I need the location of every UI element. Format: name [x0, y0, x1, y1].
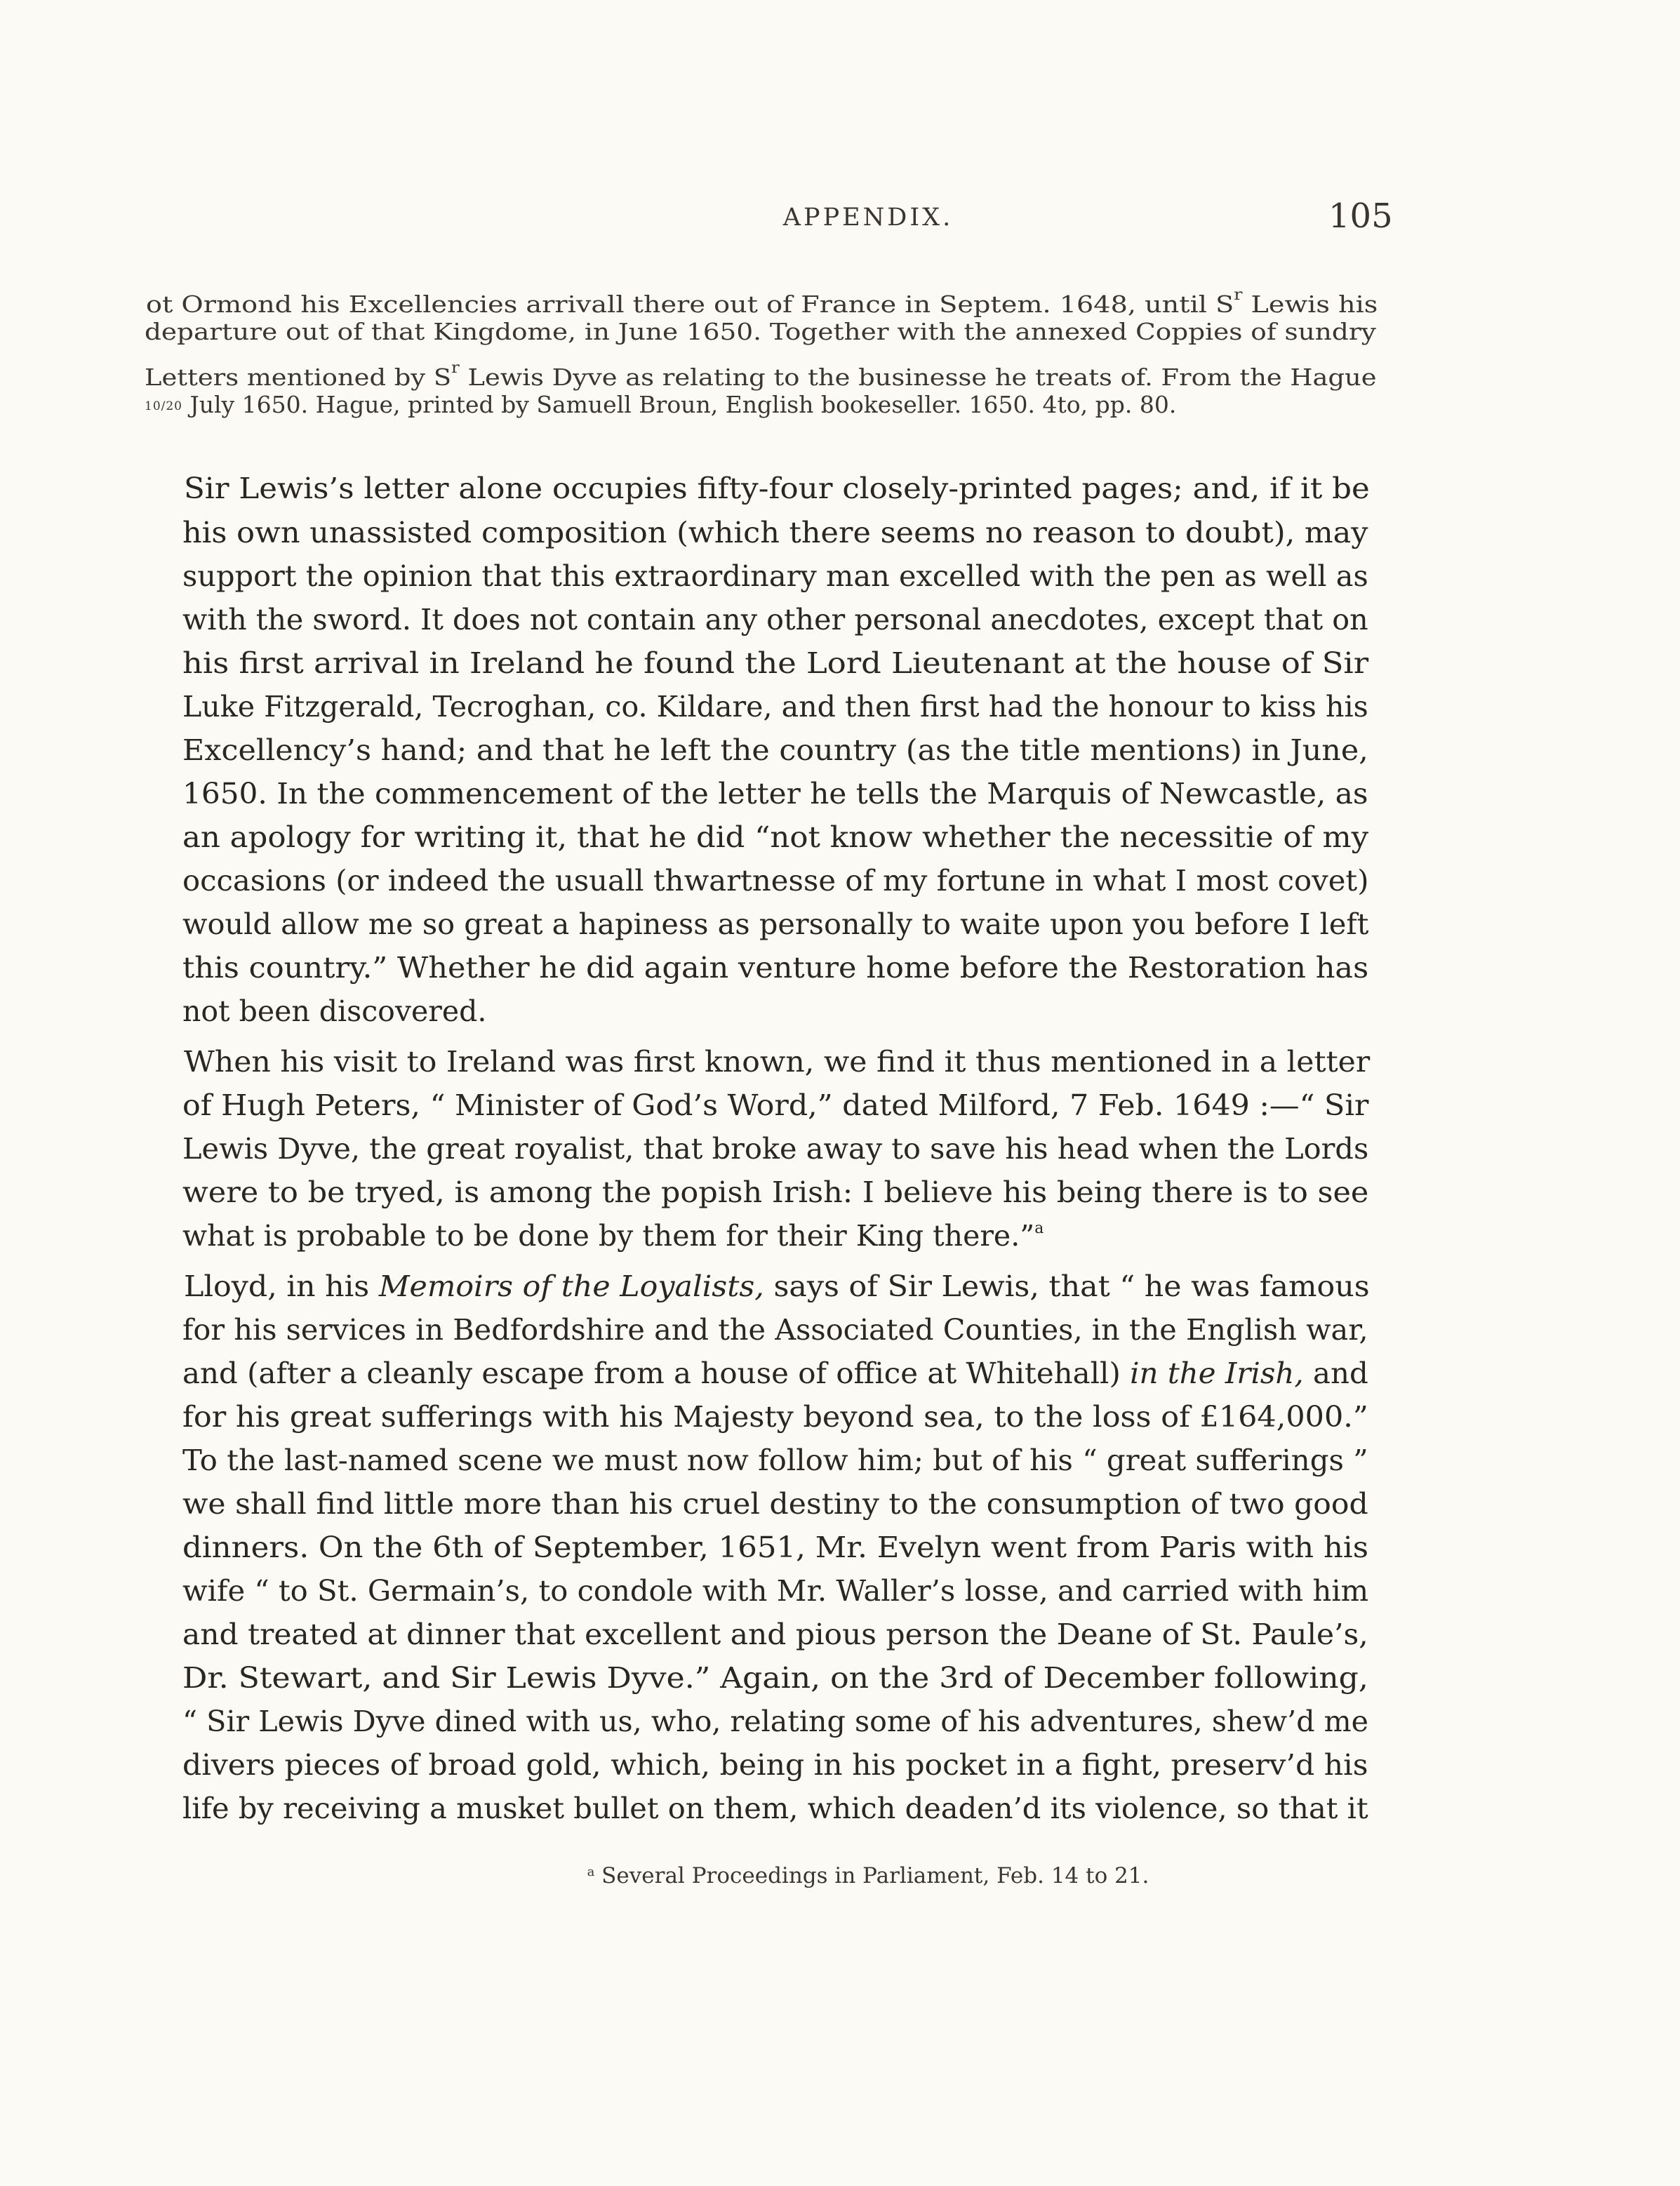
- footnote-marker: a: [587, 1865, 595, 1879]
- date-fraction: 10/20: [145, 399, 182, 413]
- paragraph-line: wife “ to St. Germain’s, to condole with Mr. Waller’s losse, and carried with him: [182, 1574, 1369, 1608]
- paragraph-line: of Hugh Peters, “ Minister of God’s Word,” dated Milford, 7 Feb. 1649 :—“ Sir: [182, 1088, 1369, 1122]
- paragraph-line: what is probable to be done by them for their King there.”$^a$: [182, 1219, 1044, 1253]
- footnote-marker: a: [1034, 1220, 1044, 1237]
- paragraph-line: dinners. On the 6th of September, 1651, Mr. Evelyn went from Paris with his: [182, 1531, 1369, 1564]
- paragraph-line: not been discovered.: [182, 994, 487, 1028]
- paragraph-line: occasions (or indeed the usuall thwartnesse of my fortune in what I most covet): [182, 864, 1369, 898]
- footnote: [0, 1863, 1680, 1888]
- paragraph-line: and treated at dinner that excellent and pious person the Deane of St. Paule’s,: [182, 1618, 1368, 1651]
- paragraph-line: support the opinion that this extraordinary man excelled with the pen as well as: [182, 559, 1368, 593]
- header-title: APPENDIX.: [782, 204, 954, 232]
- paragraph-line: this country.” Whether he did again venture home before the Restoration has: [182, 951, 1369, 985]
- paragraph-line: 1650. In the commencement of the letter he tells the Marquis of Newcastle, as: [182, 777, 1368, 811]
- citation-line: 10/20 July 1650. Hague, printed by Samuell Broun, English bookeseller. 1650. 4to, pp. 80.: [145, 391, 1177, 418]
- paragraph-line: Excellency’s hand; and that he left the country (as the title mentions) in June,: [182, 733, 1368, 767]
- citation-line: Letters mentioned by $S^r$ Lewis Dyve as relating to the businesse he treats of. From the Hague: [145, 359, 1377, 391]
- page-number: 105: [1328, 196, 1393, 236]
- paragraph-line: his first arrival in Ireland he found the Lord Lieutenant at the house of Sir: [182, 646, 1369, 680]
- citation-line: departure out of that Kingdome, in June 1650. Together with the annexed Coppies of sundry: [145, 318, 1376, 345]
- paragraph-line: Dr. Stewart, and Sir Lewis Dyve.” Again, on the 3rd of December following,: [182, 1661, 1368, 1695]
- paragraph-line: To the last-named scene we must now follow him; but of his “ great sufferings ”: [182, 1444, 1368, 1477]
- paragraph-line: were to be tryed, is among the popish Irish: I believe his being there is to see: [182, 1175, 1369, 1209]
- paragraph-line: Lloyd, in his Memoirs of the Loyalists, says of Sir Lewis, that “ he was famous: [184, 1269, 1370, 1303]
- footnote-text: Several Proceedings in Parliament, Feb. 14 to 21.: [594, 1863, 1149, 1888]
- paragraph-line: Lewis Dyve, the great royalist, that broke away to save his head when the Lords: [182, 1132, 1369, 1166]
- paragraph-line: Sir Lewis’s letter alone occupies fifty-four closely-printed pages; and, if it be: [184, 472, 1370, 505]
- paragraph-line: we shall find little more than his cruel destiny to the consumption of two good: [182, 1487, 1368, 1521]
- paragraph-line: “ Sir Lewis Dyve dined with us, who, relating some of his adventures, shew’d me: [182, 1705, 1369, 1738]
- paragraph-line: When his visit to Ireland was first known, we find it thus mentioned in a letter: [184, 1045, 1371, 1079]
- paragraph-line: divers pieces of broad gold, which, being in his pocket in a fight, preserv’d his: [182, 1748, 1368, 1782]
- paragraph-line: his own unassisted composition (which there seems no reason to doubt), may: [182, 516, 1368, 549]
- paragraph-line: and (after a cleanly escape from a house of office at Whitehall) in the Irish, and: [182, 1357, 1368, 1390]
- paragraph-line: for his great sufferings with his Majesty beyond sea, to the loss of £164,000.”: [182, 1400, 1368, 1434]
- paragraph-line: would allow me so great a hapiness as personally to waite upon you before I left: [182, 907, 1369, 941]
- citation-line: ot Ormond his Excellencies arrivall there out of France in Septem. 1648, until $S^r$ Lewis his: [146, 286, 1378, 318]
- paragraph-line: an apology for writing it, that he did “not know whether the necessitie of my: [182, 820, 1369, 854]
- running-header: [0, 204, 1680, 232]
- paragraph-line: Luke Fitzgerald, Tecroghan, co. Kildare, and then first had the honour to kiss his: [182, 690, 1368, 724]
- paragraph-line: life by receiving a musket bullet on them, which deaden’d its violence, so that it: [182, 1792, 1368, 1825]
- paragraph-line: for his services in Bedfordshire and the Associated Counties, in the English war,: [182, 1313, 1368, 1347]
- paragraph-line: with the sword. It does not contain any other personal anecdotes, except that on: [182, 603, 1368, 637]
- book-title: Memoirs of the Loyalists,: [378, 1269, 764, 1303]
